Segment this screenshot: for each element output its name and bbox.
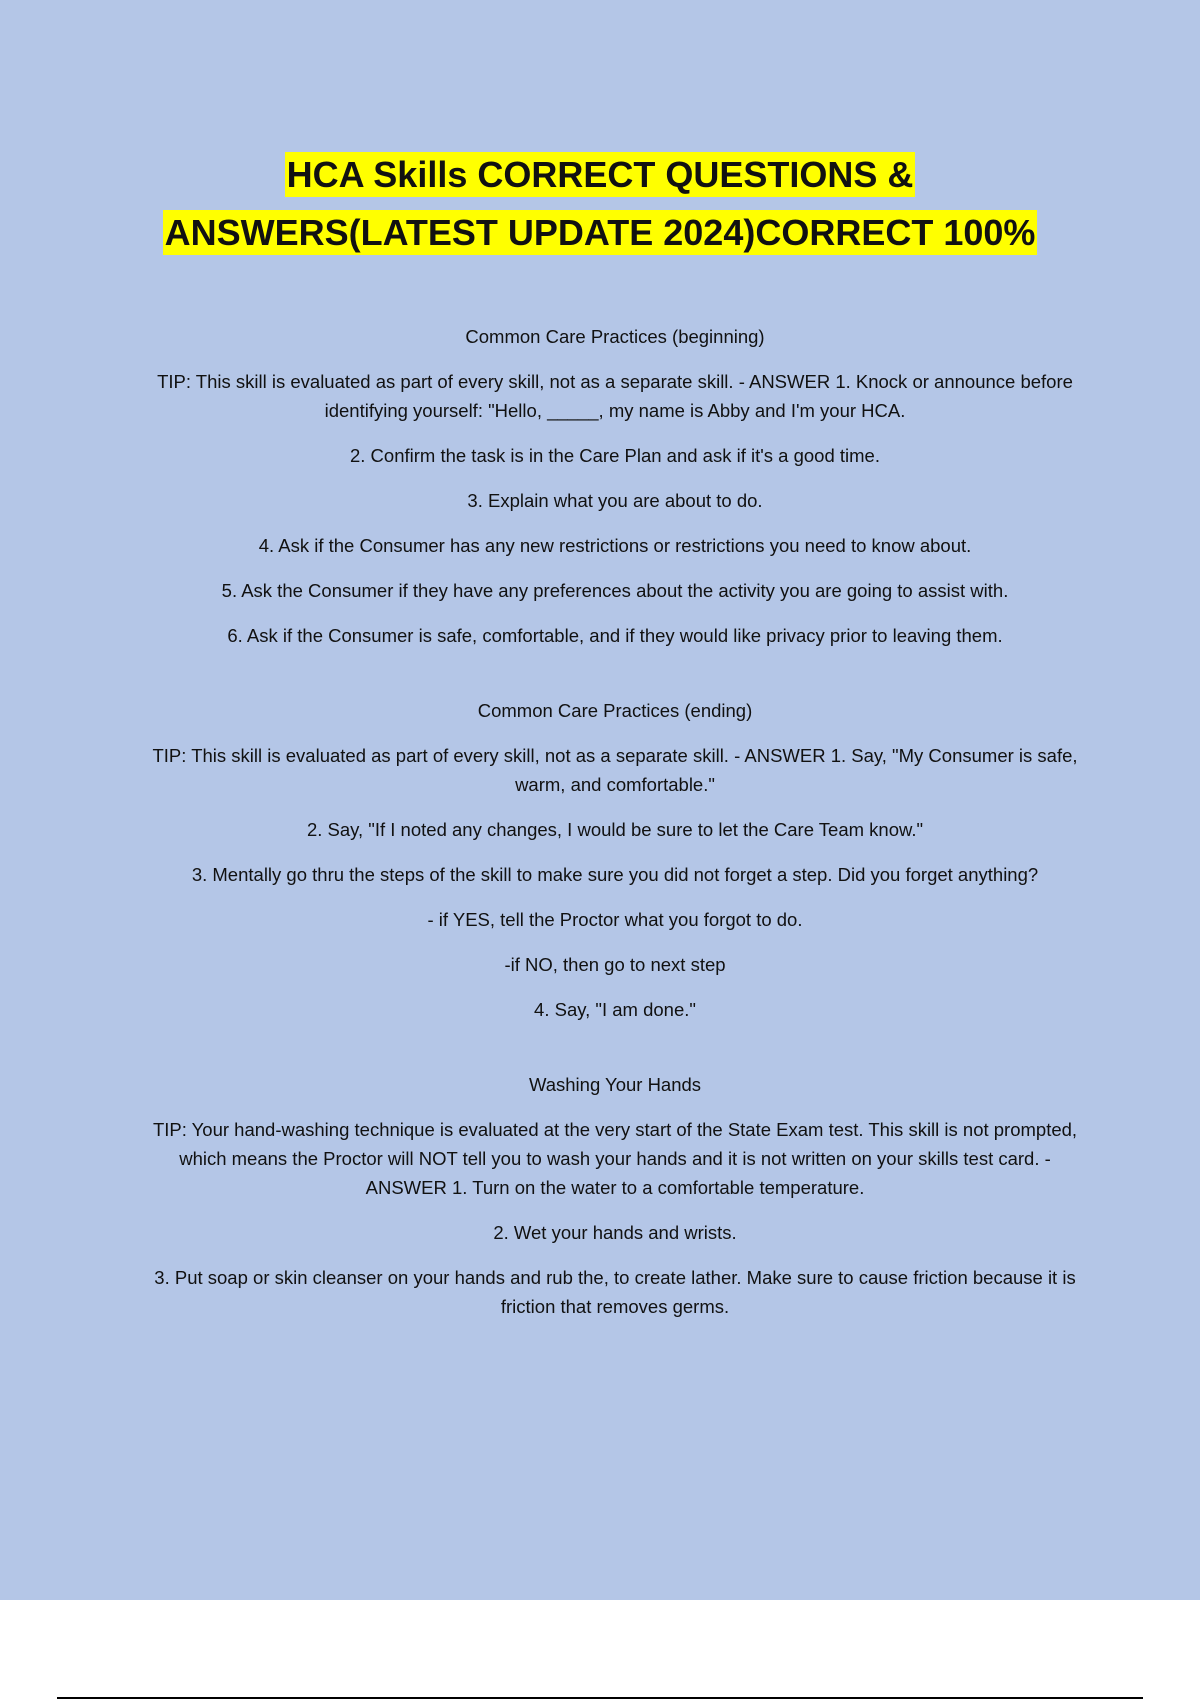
section-heading-hand-washing: Washing Your Hands bbox=[528, 1074, 702, 1095]
paragraph: 6. Ask if the Consumer is safe, comfortable, and if they would like privacy prior to leaving them. bbox=[227, 625, 1003, 646]
document-body bbox=[140, 322, 1090, 1337]
paragraph: 3. Mentally go thru the steps of the skill to make sure you did not forget a step. Did you forget anything? bbox=[191, 864, 1039, 885]
paragraph: 2. Wet your hands and wrists. bbox=[493, 1222, 737, 1243]
paragraph: TIP: This skill is evaluated as part of every skill, not as a separate skill. - ANSWER 1. Knock or announce before identifying yourself: "Hello, _____, my name is Abby and I'm your HCA. bbox=[157, 371, 1073, 421]
section-heading-ending: Common Care Practices (ending) bbox=[477, 700, 753, 721]
paragraph: 2. Say, "If I noted any changes, I would be sure to let the Care Team know." bbox=[306, 819, 924, 840]
paragraph: -if NO, then go to next step bbox=[504, 954, 726, 975]
paragraph: 4. Ask if the Consumer has any new restrictions or restrictions you need to know about. bbox=[258, 535, 972, 556]
paragraph: - if YES, tell the Proctor what you forgot to do. bbox=[427, 909, 803, 930]
paragraph: 3. Explain what you are about to do. bbox=[467, 490, 763, 511]
title-line-1: HCA Skills CORRECT QUESTIONS & bbox=[286, 154, 914, 195]
paragraph: 4. Say, "I am done." bbox=[534, 999, 696, 1020]
document-title bbox=[0, 146, 1200, 262]
section-heading-beginning: Common Care Practices (beginning) bbox=[465, 326, 765, 347]
section-gap bbox=[140, 1040, 1090, 1070]
paragraph: 2. Confirm the task is in the Care Plan and ask if it's a good time. bbox=[349, 445, 880, 466]
section-gap bbox=[140, 666, 1090, 696]
footer-divider bbox=[57, 1697, 1143, 1699]
title-line-2: ANSWERS(LATEST UPDATE 2024)CORRECT 100% bbox=[164, 212, 1036, 253]
paragraph: 5. Ask the Consumer if they have any preferences about the activity you are going to assist with. bbox=[221, 580, 1009, 601]
paragraph: 3. Put soap or skin cleanser on your hands and rub the, to create lather. Make sure to cause friction because it is friction that removes germs. bbox=[154, 1267, 1076, 1317]
paragraph: TIP: Your hand-washing technique is evaluated at the very start of the State Exam test. This skill is not prompted, which means the Proctor will NOT tell you to wash your hands and it is not written on your skills test card. - ANSWER 1. Turn on the water to a comfortable temperature. bbox=[152, 1119, 1078, 1198]
paragraph: TIP: This skill is evaluated as part of every skill, not as a separate skill. - ANSWER 1. Say, "My Consumer is safe, warm, and comfortable." bbox=[152, 745, 1078, 795]
